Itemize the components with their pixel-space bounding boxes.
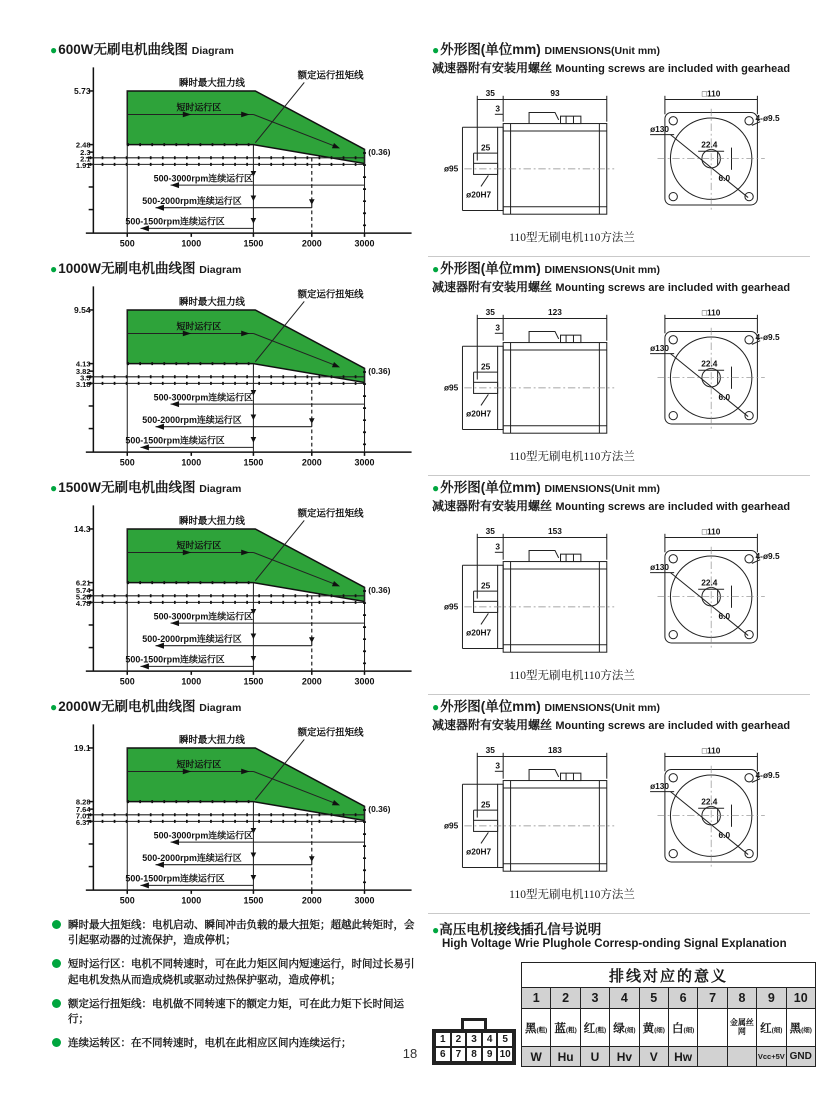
pin-cell: 5	[639, 988, 668, 1009]
signal-cell: GND	[786, 1047, 815, 1067]
notes-list	[52, 918, 420, 1067]
pin-cell: 10	[786, 988, 815, 1009]
dim-key-depth: 6.0	[718, 829, 731, 840]
zone-label: 500-2000rpm连续运行区	[142, 414, 242, 425]
dimensions-title-cn: 外形图(单位mm)	[440, 42, 541, 57]
x-tick-label: 500	[119, 895, 135, 906]
end-value-label: (0.36)	[368, 146, 391, 157]
x-tick-label: 1000	[181, 457, 202, 468]
dim-shaft-length: 25	[480, 580, 491, 591]
x-tick-label: 500	[119, 457, 135, 468]
dim-body-length: 93	[550, 87, 560, 98]
connector-pin: 9	[482, 1047, 498, 1062]
chart-title-en: Diagram	[191, 45, 234, 57]
motor-section-row	[0, 476, 820, 695]
color-cell: 红(粗)	[580, 1009, 609, 1047]
peak-torque-label: 瞬时最大扭力线	[179, 77, 245, 89]
short-zone-label: 短时运行区	[176, 102, 222, 113]
dim-flange-square: □110	[701, 307, 721, 318]
dim-plate: 3	[495, 322, 500, 333]
dimensions-title-cn: 外形图(单位mm)	[440, 480, 541, 495]
note-text: 短时运行区：电机不同转速时，可在此力矩区间内短速运行，时间过长易引起电机发热从而造成烧机或驱动过热保护驱动，造成停机；	[68, 958, 415, 986]
peak-torque-label: 瞬时最大扭力线	[179, 296, 245, 308]
motor-side-view-drawing	[432, 300, 628, 448]
chart-block	[50, 257, 424, 476]
torque-speed-chart	[50, 715, 422, 908]
drawing-caption: 110型无刷电机110方法兰	[509, 889, 635, 901]
bullet-icon: ●	[50, 481, 58, 495]
chart-block	[50, 38, 424, 257]
signal-title-cn: 高压电机接线插孔信号说明	[439, 922, 602, 937]
drawing-caption: 110型无刷电机110方法兰	[509, 232, 635, 244]
zone-label: 500-3000rpm连续运行区	[153, 830, 253, 841]
x-tick-label: 1500	[243, 238, 264, 249]
motor-side-view-drawing	[432, 738, 628, 886]
drawing-caption: 110型无刷电机110方法兰	[509, 451, 635, 463]
x-tick-label: 1500	[243, 895, 264, 906]
x-tick-label: 1500	[243, 457, 264, 468]
dimensions-block	[428, 476, 810, 695]
dimensions-subtitle-cn: 减速器附有安装用螺丝	[432, 718, 553, 732]
end-value-label: (0.36)	[368, 803, 391, 814]
chart-title-en: Diagram	[199, 483, 242, 495]
pin-cell: 9	[757, 988, 786, 1009]
dimensions-subtitle-en: Mounting screws are included with gearhead	[555, 282, 791, 294]
x-tick-label: 500	[119, 238, 135, 249]
signal-cell: Hw	[668, 1047, 697, 1067]
dimensions-subtitle	[432, 59, 810, 76]
dimensions-title	[432, 695, 810, 715]
connector-pin: 7	[451, 1047, 467, 1062]
dim-key-width: 22.4	[701, 358, 718, 369]
motor-front-view-drawing	[628, 738, 798, 886]
short-zone-label: 短时运行区	[176, 759, 222, 770]
rated-torque-label: 额定运行扭矩线	[297, 726, 364, 738]
short-zone-label: 短时运行区	[176, 321, 222, 332]
motor-side-view-drawing	[432, 519, 628, 667]
dimensions-title-en: DIMENSIONS(Unit mm)	[544, 45, 661, 57]
y-tick-label: 4.78	[75, 599, 91, 609]
y-tick-label: 6.21	[75, 578, 91, 588]
y-tick-label: 3.5	[80, 373, 91, 383]
dim-shaft-length: 25	[480, 799, 491, 810]
zone-label: 500-1500rpm连续运行区	[125, 654, 225, 665]
page-number: 18	[402, 1046, 418, 1061]
y-tick-label: 8.28	[75, 797, 91, 807]
y-tick-label: 7.01	[75, 811, 91, 821]
rated-torque-label: 额定运行扭矩线	[297, 288, 364, 300]
color-cell: 白(细)	[668, 1009, 697, 1047]
x-tick-label: 3000	[354, 895, 375, 906]
dimensions-subtitle-en: Mounting screws are included with gearhead	[555, 720, 791, 732]
connector-tab	[461, 1018, 487, 1029]
front-view-lines	[650, 315, 760, 424]
dim-key-width: 22.4	[701, 139, 718, 150]
x-tick-label: 500	[119, 676, 135, 687]
x-tick-label: 1500	[243, 676, 264, 687]
color-cell: 黑(粗)	[522, 1009, 551, 1047]
bullet-icon: ●	[432, 923, 440, 937]
bullet-icon	[52, 959, 61, 968]
chart-title-cn: 1000W无刷电机曲线图	[58, 261, 196, 276]
y-tick-label: 3.18	[75, 380, 91, 390]
chart-title-cn: 600W无刷电机曲线图	[58, 42, 189, 57]
color-cell	[698, 1009, 727, 1047]
zone-label: 500-2000rpm连续运行区	[142, 633, 242, 644]
dim-flange-square: □110	[701, 526, 721, 537]
dimensions-title-en: DIMENSIONS(Unit mm)	[544, 264, 661, 276]
pin-cell: 6	[668, 988, 697, 1009]
bullet-icon	[52, 920, 61, 929]
connector-pin: 1	[435, 1032, 451, 1047]
torque-speed-chart	[50, 496, 422, 689]
signal-cell: Vcc+5V	[757, 1047, 786, 1067]
dimensions-subtitle-cn: 减速器附有安装用螺丝	[432, 61, 553, 75]
signal-cell: Hv	[610, 1047, 639, 1067]
x-tick-label: 1000	[181, 238, 202, 249]
dim-holes: 4-ø9.5	[755, 550, 780, 561]
dim-front-length: 35	[485, 87, 495, 98]
motor-front-view-drawing	[628, 81, 798, 229]
dim-body-length: 153	[548, 525, 562, 536]
dimensions-block	[428, 38, 810, 257]
pin-number-row	[522, 988, 816, 1009]
dimensions-title-cn: 外形图(单位mm)	[440, 261, 541, 276]
dim-front-length: 35	[485, 525, 495, 536]
x-tick-label: 3000	[354, 238, 375, 249]
bottom-section	[0, 918, 820, 1067]
signal-block	[420, 918, 816, 1067]
rated-torque-label: 额定运行扭矩线	[297, 507, 364, 519]
dim-holes: 4-ø9.5	[755, 112, 780, 123]
signal-cell: Hu	[551, 1047, 580, 1067]
table-title: 排线对应的意义	[522, 963, 816, 988]
torque-speed-chart	[50, 58, 422, 251]
operating-region	[127, 529, 364, 601]
signal-cell: U	[580, 1047, 609, 1067]
dim-front-length: 35	[485, 744, 495, 755]
dim-bolt-circle: ø130	[650, 780, 670, 791]
zone-label: 500-1500rpm连续运行区	[125, 216, 225, 227]
zone-label: 500-2000rpm连续运行区	[142, 852, 242, 863]
dimensions-title-cn: 外形图(单位mm)	[440, 699, 541, 714]
signal-cell: W	[522, 1047, 551, 1067]
x-tick-label: 2000	[301, 457, 322, 468]
motor-section-row	[0, 38, 820, 257]
dimensions-title-en: DIMENSIONS(Unit mm)	[544, 702, 661, 714]
connector-pin: 2	[451, 1032, 467, 1047]
dim-plate: 3	[495, 541, 500, 552]
front-view-lines	[650, 534, 760, 643]
dim-key-depth: 6.0	[718, 391, 731, 402]
x-tick-label: 1000	[181, 895, 202, 906]
wire-color-row	[522, 1009, 816, 1047]
y-max-label: 9.54	[74, 304, 91, 315]
pin-cell: 4	[610, 988, 639, 1009]
chart-title-en: Diagram	[199, 264, 242, 276]
zone-label: 500-1500rpm连续运行区	[125, 873, 225, 884]
motor-section-row	[0, 257, 820, 476]
motor-side-view-drawing	[432, 81, 628, 229]
dimensions-subtitle-cn: 减速器附有安装用螺丝	[432, 280, 553, 294]
y-tick-label: 7.64	[75, 804, 91, 814]
dim-body-diameter: ø95	[443, 382, 459, 393]
bullet-icon: ●	[432, 262, 440, 276]
x-tick-label: 3000	[354, 676, 375, 687]
pin-cell: 8	[727, 988, 756, 1009]
dimensions-block	[428, 695, 810, 914]
end-value-label: (0.36)	[368, 365, 391, 376]
operating-region	[127, 91, 364, 163]
signal-title	[432, 918, 816, 938]
connector-pin: 4	[482, 1032, 498, 1047]
bullet-icon	[52, 999, 61, 1008]
dimensions-subtitle-en: Mounting screws are included with gearhead	[555, 501, 791, 513]
connector-pin: 8	[466, 1047, 482, 1062]
pin-cell: 2	[551, 988, 580, 1009]
dimensions-subtitle-en: Mounting screws are included with gearhead	[555, 63, 791, 75]
dimensions-title	[432, 476, 810, 496]
note-text: 连续运转区：在不同转速时，电机在此相应区间内连续运行；	[68, 1037, 352, 1050]
chart-title	[50, 695, 424, 715]
operating-region	[127, 748, 364, 820]
y-max-label: 14.3	[74, 523, 91, 534]
y-tick-label: 2.3	[80, 147, 91, 157]
torque-speed-chart	[50, 277, 422, 470]
dimensions-subtitle	[432, 497, 810, 514]
dim-shaft-diameter: ø20H7	[466, 408, 492, 419]
dim-plate: 3	[495, 103, 500, 114]
technical-drawings	[432, 738, 810, 886]
front-view-lines	[650, 96, 760, 205]
short-zone-label: 短时运行区	[176, 540, 222, 551]
y-tick-label: 6.37	[75, 818, 91, 828]
dim-shaft-diameter: ø20H7	[466, 846, 492, 857]
dimensions-title	[432, 38, 810, 58]
chart-title	[50, 257, 424, 277]
chart-title	[50, 476, 424, 496]
chart-title-cn: 1500W无刷电机曲线图	[58, 480, 196, 495]
dim-front-length: 35	[485, 306, 495, 317]
note-item	[52, 997, 420, 1027]
dim-shaft-length: 25	[480, 142, 491, 153]
chart-title-cn: 2000W无刷电机曲线图	[58, 699, 196, 714]
operating-region	[127, 310, 364, 382]
note-text: 额定运行扭矩线：电机做不同转速下的额定力矩，可在此力矩下长时间运行；	[68, 997, 404, 1026]
bullet-icon: ●	[432, 481, 440, 495]
zone-label: 500-3000rpm连续运行区	[153, 611, 253, 622]
dimensions-subtitle-cn: 减速器附有安装用螺丝	[432, 499, 553, 513]
chart-title-en: Diagram	[199, 702, 242, 714]
connector-pin: 10	[497, 1047, 513, 1062]
note-item	[52, 957, 420, 987]
dim-body-diameter: ø95	[443, 820, 459, 831]
y-tick-label: 2.1	[80, 154, 91, 164]
color-cell: 红(细)	[757, 1009, 786, 1047]
technical-drawings	[432, 519, 810, 667]
color-cell: 金属丝网	[727, 1009, 756, 1047]
dimensions-subtitle	[432, 716, 810, 733]
signal-cell: V	[639, 1047, 668, 1067]
dimensions-title	[432, 257, 810, 277]
dim-body-diameter: ø95	[443, 601, 459, 612]
bullet-icon: ●	[50, 262, 58, 276]
y-tick-label: 3.82	[75, 366, 91, 376]
connector-pin: 3	[466, 1032, 482, 1047]
dim-flange-square: □110	[701, 88, 721, 99]
technical-drawings	[432, 81, 810, 229]
zone-label: 500-3000rpm连续运行区	[153, 392, 253, 403]
dim-plate: 3	[495, 760, 500, 771]
y-tick-label: 1.91	[75, 161, 91, 171]
bullet-icon: ●	[50, 700, 58, 714]
signal-title-en: High Voltage Wrie Plughole Corresp-onding Signal Explanation	[442, 938, 787, 950]
dim-bolt-circle: ø130	[650, 561, 670, 572]
dimensions-block	[428, 257, 810, 476]
front-view-lines	[650, 753, 760, 862]
color-cell: 蓝(粗)	[551, 1009, 580, 1047]
y-tick-label: 4.13	[75, 359, 91, 369]
pin-cell: 7	[698, 988, 727, 1009]
x-tick-label: 1000	[181, 676, 202, 687]
dim-flange-square: □110	[701, 745, 721, 756]
dim-body-length: 123	[548, 306, 562, 317]
x-tick-label: 2000	[301, 895, 322, 906]
dim-shaft-diameter: ø20H7	[466, 627, 492, 638]
motor-section-row	[0, 695, 820, 914]
zone-label: 500-2000rpm连续运行区	[142, 195, 242, 206]
y-max-label: 19.1	[74, 742, 91, 753]
dim-key-depth: 6.0	[718, 172, 731, 183]
dim-key-width: 22.4	[701, 796, 718, 807]
color-cell: 黑(细)	[786, 1009, 815, 1047]
rated-torque-label: 额定运行扭矩线	[297, 69, 364, 81]
pin-cell: 1	[522, 988, 551, 1009]
dim-bolt-circle: ø130	[650, 123, 670, 134]
dim-key-width: 22.4	[701, 577, 718, 588]
y-max-label: 5.73	[74, 85, 91, 96]
connector-pin: 5	[497, 1032, 513, 1047]
dim-body-length: 183	[548, 744, 562, 755]
technical-drawings	[432, 300, 810, 448]
connector-pin: 6	[435, 1047, 451, 1062]
y-tick-label: 5.26	[75, 592, 91, 602]
chart-block	[50, 695, 424, 914]
note-item	[52, 918, 420, 948]
bullet-icon: ●	[432, 700, 440, 714]
x-tick-label: 2000	[301, 238, 322, 249]
peak-torque-label: 瞬时最大扭力线	[179, 515, 245, 527]
drawing-caption: 110型无刷电机110方法兰	[509, 670, 635, 682]
color-cell: 黄(细)	[639, 1009, 668, 1047]
dim-shaft-diameter: ø20H7	[466, 189, 492, 200]
note-text: 瞬时最大扭矩线：电机启动、瞬间冲击负载的最大扭矩；超越此转矩时，会引起驱动器的过流保护，造成停机；	[68, 919, 415, 947]
bullet-icon: ●	[50, 43, 58, 57]
zone-label: 500-1500rpm连续运行区	[125, 435, 225, 446]
peak-torque-label: 瞬时最大扭力线	[179, 734, 245, 746]
color-cell: 绿(细)	[610, 1009, 639, 1047]
dimensions-subtitle	[432, 278, 810, 295]
x-tick-label: 2000	[301, 676, 322, 687]
zone-label: 500-3000rpm连续运行区	[153, 173, 253, 184]
dim-bolt-circle: ø130	[650, 342, 670, 353]
dim-key-depth: 6.0	[718, 610, 731, 621]
end-value-label: (0.36)	[368, 584, 391, 595]
motor-front-view-drawing	[628, 300, 798, 448]
x-tick-label: 3000	[354, 457, 375, 468]
bullet-icon: ●	[432, 43, 440, 57]
chart-block	[50, 476, 424, 695]
motor-front-view-drawing	[628, 519, 798, 667]
chart-title	[50, 38, 424, 58]
dim-shaft-length: 25	[480, 361, 491, 372]
pin-cell: 3	[580, 988, 609, 1009]
dim-holes: 4-ø9.5	[755, 769, 780, 780]
y-tick-label: 2.48	[75, 140, 91, 150]
dimensions-title-en: DIMENSIONS(Unit mm)	[544, 483, 661, 495]
dim-holes: 4-ø9.5	[755, 331, 780, 342]
dim-body-diameter: ø95	[443, 163, 459, 174]
y-tick-label: 5.74	[75, 585, 91, 595]
